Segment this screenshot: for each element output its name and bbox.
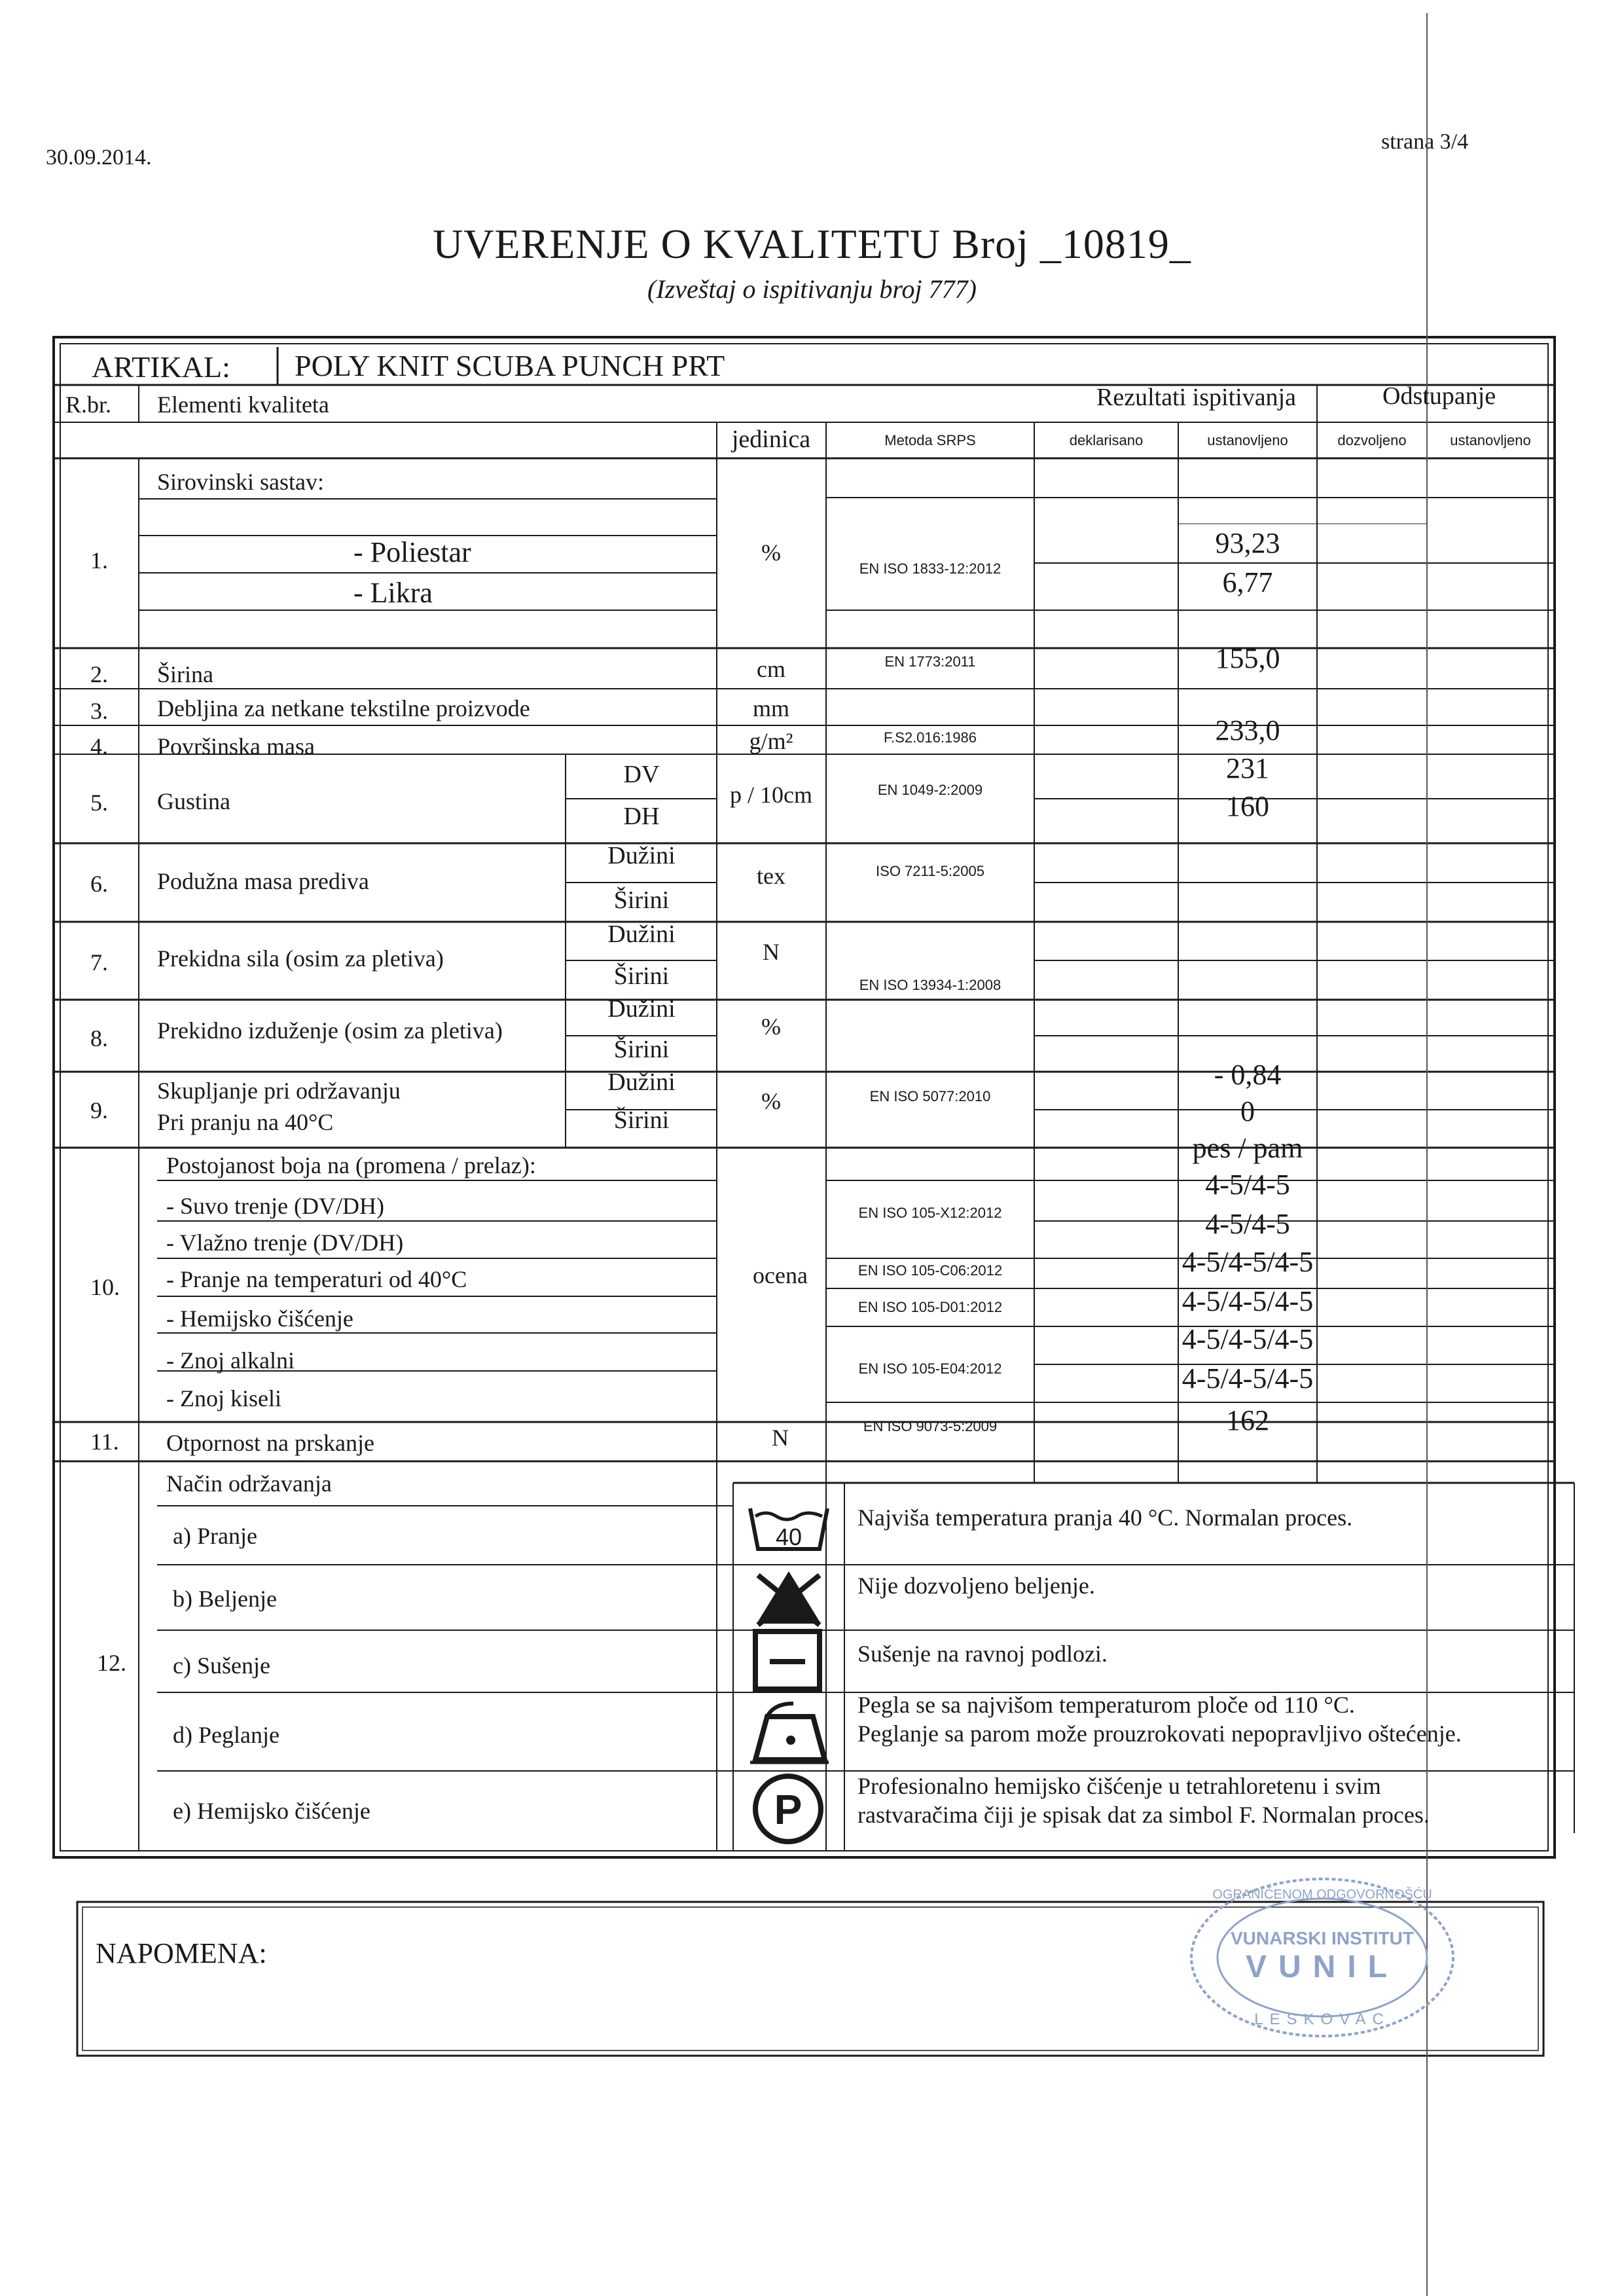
row-10-item-value: 4-5/4-5/4-5 xyxy=(1182,1323,1314,1355)
row-6-dir-2: Širini xyxy=(613,886,670,914)
row-8-dir-1: Dužini xyxy=(607,995,676,1023)
row-7-number: 7. xyxy=(90,949,108,975)
row-3-label: Debljina za netkane tekstilne proizvode xyxy=(157,695,530,721)
document-title: UVERENJE O KVALITETU Broj _10819_ xyxy=(433,221,1191,267)
row-3-number: 3. xyxy=(90,698,108,724)
care-item-label: a) Pranje xyxy=(173,1523,257,1549)
row-11-method: EN ISO 9073-5:2009 xyxy=(863,1418,998,1434)
row-5-method: EN 1049-2:2009 xyxy=(877,782,983,798)
row-10-item-value: 4-5/4-5/4-5 xyxy=(1182,1285,1314,1317)
column-allowed: dozvoljeno xyxy=(1337,432,1407,448)
column-unit: jedinica xyxy=(731,426,811,453)
row-6-label: Podužna masa prediva xyxy=(157,868,369,894)
row-10-unit: ocena xyxy=(753,1262,808,1288)
row-10-legend: pes / pam xyxy=(1192,1132,1303,1164)
row-5-value-1: 231 xyxy=(1226,752,1269,784)
row-2-unit: cm xyxy=(757,656,785,682)
row-1-method: EN ISO 1833-12:2012 xyxy=(859,560,1001,577)
column-established: ustanovljeno xyxy=(1207,432,1288,448)
row-10-method: EN ISO 105-X12:2012 xyxy=(858,1205,1002,1221)
flat-dry-icon xyxy=(751,1629,823,1692)
care-item-label: b) Beljenje xyxy=(173,1586,277,1612)
care-item-label: e) Hemijsko čišćenje xyxy=(173,1798,370,1824)
no-bleach-icon xyxy=(750,1566,827,1629)
row-5-dir-2: DH xyxy=(623,803,660,830)
row-10-number: 10. xyxy=(90,1274,120,1300)
row-2-number: 2. xyxy=(90,661,108,687)
row-6-method: ISO 7211-5:2005 xyxy=(876,863,984,879)
row-1-number: 1. xyxy=(90,547,108,574)
row-9-label-1: Skupljanje pri održavanju xyxy=(157,1078,401,1104)
row-10-item-label: - Znoj kiseli xyxy=(166,1385,281,1412)
dry-clean-p-icon xyxy=(749,1773,827,1845)
row-10-item-value: 4-5/4-5 xyxy=(1205,1169,1290,1201)
row-7-dir-2: Širini xyxy=(613,962,670,990)
row-11-unit: N xyxy=(772,1425,789,1451)
note-label: NAPOMENA: xyxy=(96,1937,267,1969)
row-10-method: EN ISO 105-D01:2012 xyxy=(857,1299,1003,1315)
row-4-number: 4. xyxy=(90,733,108,759)
row-10-item-label: - Hemijsko čišćenje xyxy=(166,1305,353,1332)
page-number: strana 3/4 xyxy=(1381,130,1469,154)
institute-stamp xyxy=(1185,1872,1460,2043)
row-12-label: Način održavanja xyxy=(166,1470,332,1497)
row-7-method: EN ISO 13934-1:2008 xyxy=(859,977,1001,993)
document-date: 30.09.2014. xyxy=(46,145,152,170)
stamp-line-4: LESKOVAC xyxy=(1254,2011,1390,2028)
column-deviation: Odstupanje xyxy=(1382,382,1496,410)
iron-one-dot-icon xyxy=(748,1697,831,1766)
care-item-text: Sušenje na ravnoj podlozi. xyxy=(857,1641,1108,1667)
row-10-item-label: - Suvo trenje (DV/DH) xyxy=(166,1193,384,1219)
row-7-unit: N xyxy=(763,939,780,965)
row-9-label-2: Pri pranju na 40°C xyxy=(157,1109,334,1135)
row-4-unit: g/m² xyxy=(749,728,793,754)
row-4-label: Površinska masa xyxy=(157,733,315,759)
row-11-number: 11. xyxy=(90,1429,119,1455)
row-5-dir-1: DV xyxy=(623,761,660,788)
row-9-value-2: 0 xyxy=(1240,1095,1255,1127)
document-subtitle: (Izveštaj o ispitivanju broj 777) xyxy=(647,274,977,304)
row-4-method: F.S2.016:1986 xyxy=(884,729,977,746)
row-2-method: EN 1773:2011 xyxy=(884,653,976,670)
row-10-item-value: 4-5/4-5/4-5 xyxy=(1182,1362,1314,1394)
column-declared: deklarisano xyxy=(1069,432,1144,448)
row-9-dir-2: Širini xyxy=(613,1106,670,1134)
row-1-value-lycra: 6,77 xyxy=(1222,566,1273,598)
row-5-number: 5. xyxy=(90,790,108,816)
row-8-number: 8. xyxy=(90,1025,108,1051)
row-1-unit: % xyxy=(761,539,781,566)
article-value: POLY KNIT SCUBA PUNCH PRT xyxy=(295,349,725,382)
row-8-label: Prekidno izduženje (osim za pletiva) xyxy=(157,1017,503,1044)
care-item-text-2: Peglanje sa parom može prouzrokovati nepopravljivo oštećenje. xyxy=(857,1721,1462,1747)
column-results: Rezultati ispitivanja xyxy=(1096,384,1296,411)
row-11-value: 162 xyxy=(1226,1404,1269,1436)
row-3-unit: mm xyxy=(752,695,790,721)
wash-40-icon xyxy=(746,1503,831,1556)
row-8-dir-2: Širini xyxy=(613,1036,670,1063)
row-10-item-value: 4-5/4-5/4-5 xyxy=(1182,1246,1314,1278)
care-item-text: Profesionalno hemijsko čišćenje u tetrahloretenu i svim xyxy=(857,1773,1381,1799)
row-5-label: Gustina xyxy=(157,788,230,814)
row-1-polyester: - Poliestar xyxy=(353,536,471,568)
row-8-unit: % xyxy=(761,1013,781,1040)
row-1-value-polyester: 93,23 xyxy=(1215,527,1280,559)
stamp-line-3: VUNIL xyxy=(1246,1950,1399,1984)
row-9-dir-1: Dužini xyxy=(607,1068,676,1096)
care-item-text: Nije dozvoljeno beljenje. xyxy=(857,1573,1095,1599)
row-5-value-2: 160 xyxy=(1226,790,1269,822)
row-2-value: 155,0 xyxy=(1215,642,1280,674)
row-10-item-label: - Pranje na temperaturi od 40°C xyxy=(166,1266,467,1292)
row-7-dir-1: Dužini xyxy=(607,920,676,948)
row-6-dir-1: Dužini xyxy=(607,842,676,869)
row-10-method: EN ISO 105-E04:2012 xyxy=(858,1360,1002,1377)
row-6-number: 6. xyxy=(90,871,108,897)
column-method: Metoda SRPS xyxy=(884,432,976,448)
row-4-value: 233,0 xyxy=(1215,714,1280,746)
row-10-label: Postojanost boja na (promena / prelaz): xyxy=(166,1152,536,1178)
row-1-lycra: - Likra xyxy=(353,577,433,609)
row-12-number: 12. xyxy=(97,1650,126,1676)
wash-40-label: 40 xyxy=(775,1523,803,1550)
care-item-label: c) Sušenje xyxy=(173,1652,270,1679)
row-9-unit: % xyxy=(761,1088,781,1114)
row-1-label: Sirovinski sastav: xyxy=(157,469,325,495)
row-9-value-1: - 0,84 xyxy=(1214,1059,1282,1091)
row-9-number: 9. xyxy=(90,1097,108,1123)
care-item-text-2: rastvaračima čiji je spisak dat za simbol F. Normalan proces. xyxy=(857,1802,1430,1828)
row-5-unit: p / 10cm xyxy=(730,782,812,808)
row-10-item-label: - Vlažno trenje (DV/DH) xyxy=(166,1230,404,1256)
stamp-line-2: VUNARSKI INSTITUT xyxy=(1231,1928,1414,1948)
row-10-item-value: 4-5/4-5 xyxy=(1205,1208,1290,1240)
care-item-label: d) Peglanje xyxy=(173,1722,280,1748)
row-10-item-label: - Znoj alkalni xyxy=(166,1347,295,1374)
care-item-text: Najviša temperatura pranja 40 °C. Normalan proces. xyxy=(857,1504,1353,1531)
care-item-text: Pegla se sa najvišom temperaturom ploče od 110 °C. xyxy=(857,1692,1355,1718)
row-10-method: EN ISO 105-C06:2012 xyxy=(857,1262,1003,1279)
row-11-label: Otpornost na prskanje xyxy=(166,1430,374,1456)
dry-clean-letter: P xyxy=(774,1786,803,1833)
stamp-line-1: OGRANIČENOM ODGOVORNOŠĆU xyxy=(1212,1887,1432,1902)
column-elements: Elementi kvaliteta xyxy=(157,392,329,418)
row-9-method: EN ISO 5077:2010 xyxy=(869,1088,991,1104)
row-6-unit: tex xyxy=(757,863,785,889)
column-rbr: R.br. xyxy=(65,392,112,418)
article-label: ARTIKAL: xyxy=(92,350,230,384)
row-2-label: Širina xyxy=(157,661,213,687)
column-established-2: ustanovljeno xyxy=(1450,432,1531,448)
row-7-label: Prekidna sila (osim za pletiva) xyxy=(157,945,444,972)
